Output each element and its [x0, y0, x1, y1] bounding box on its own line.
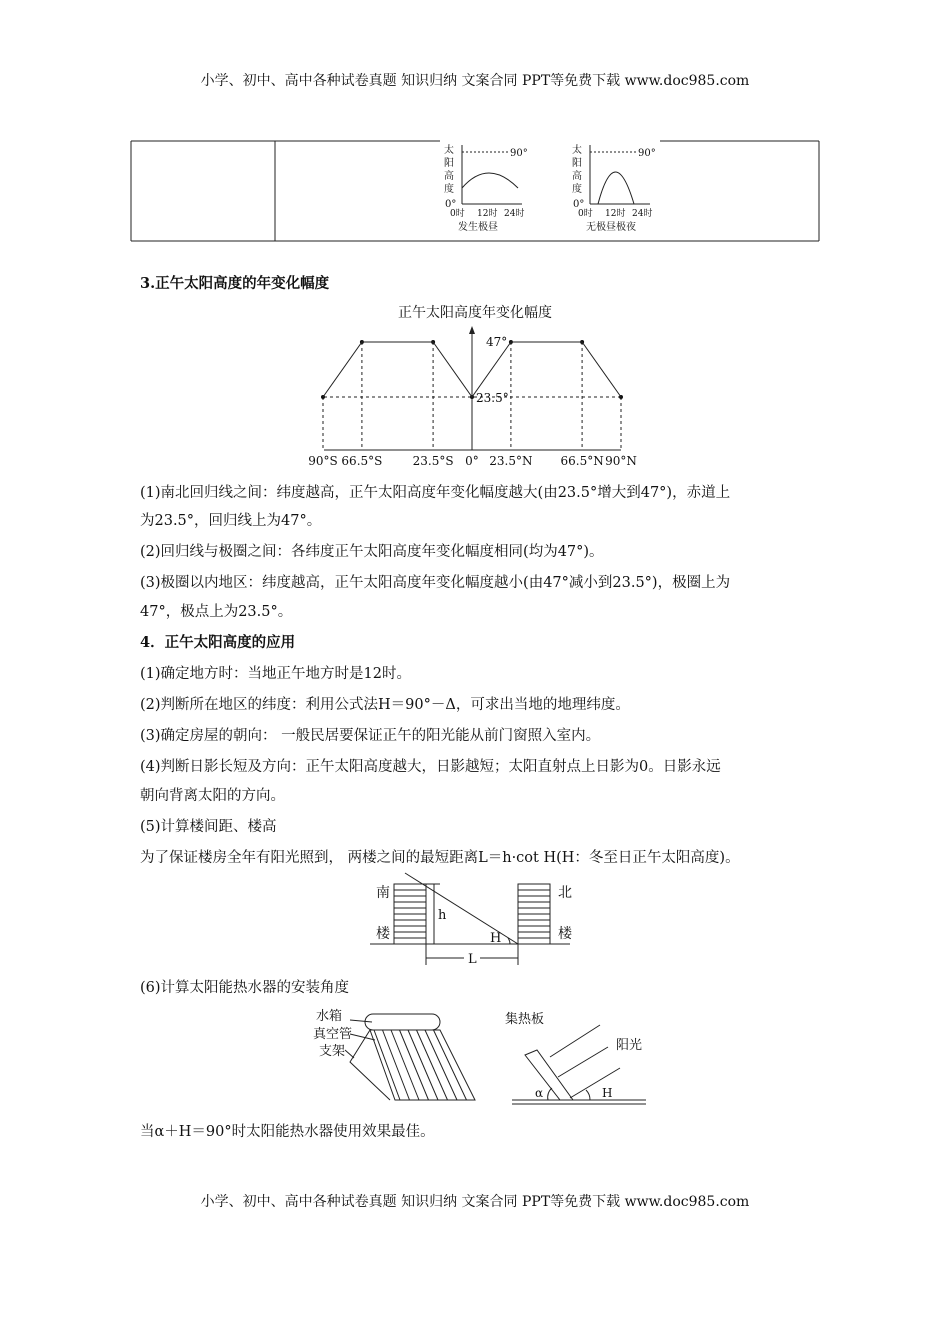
section3-heading: 3.正午太阳高度的年变化幅度 [140, 275, 330, 292]
page-footer: 小学、初中、高中各种试卷真题 知识归纳 文案合同 PPT等免费下载 www.doc985.com [200, 1194, 750, 1210]
vacuum-tube [408, 1030, 438, 1100]
x-tick: 0时 [450, 209, 465, 219]
s4-line: (2)判断所在地区的纬度：利用公式法H＝90°－Δ，可求出当地的地理纬度。 [140, 697, 630, 713]
x-tick: 0时 [578, 209, 593, 219]
no-polar-day-chart [572, 143, 656, 233]
top-label: 90° [638, 148, 656, 159]
s4-line: (3)确定房屋的朝向： 一般民居要保证正午的阳光能从前门窗照入室内。 [140, 728, 601, 744]
zero-label: 0° [573, 199, 585, 210]
s4-line: (4)判断日影长短及方向：正午太阳高度越大，日影越短；太阳直射点上日影为0。日影永远 [140, 759, 721, 775]
table-fragment [0, 0, 950, 250]
y-label-23.5: 23.5° [476, 391, 509, 405]
x-tick: 24时 [632, 209, 653, 219]
caption: 发生极昼 [458, 222, 498, 233]
y-label-char: 高 [572, 171, 582, 182]
x-tick-label: 23.5°N [489, 454, 533, 468]
s4-line: 为了保证楼房全年有阳光照到， 两楼之间的最短距离L＝h·cot H(H：冬至日正午太阳高度)。 [140, 850, 740, 866]
page-header: 小学、初中、高中各种试卷真题 知识归纳 文案合同 PPT等免费下载 www.doc985.com [200, 73, 750, 89]
x-tick-label: 0° [465, 454, 479, 468]
vacuum-tube [425, 1030, 457, 1100]
label-alpha: α [535, 1086, 544, 1100]
label-sunlight: 阳光 [616, 1038, 643, 1053]
label-building: 楼 [558, 926, 572, 942]
s3-line: 为23.5°，回归线上为47°。 [140, 513, 322, 529]
annual-range-chart [0, 295, 950, 475]
chart-title: 正午太阳高度年变化幅度 [398, 305, 552, 321]
label-H: H [602, 1086, 613, 1100]
label-building: 楼 [376, 926, 390, 942]
polar-day-chart [444, 143, 528, 233]
y-label-char: 太 [444, 145, 454, 156]
y-label-char: 度 [572, 184, 582, 195]
y-label-char: 阳 [572, 158, 582, 169]
label-tank: 水箱 [315, 1009, 342, 1024]
label-H: H [490, 931, 502, 946]
y-label-char: 高 [444, 171, 454, 182]
top-label: 90° [510, 148, 528, 159]
s4-line: (5)计算楼间距、楼高 [140, 819, 277, 835]
x-tick-label: 90°S [308, 454, 338, 468]
s3-line: (1)南北回归线之间：纬度越高，正午太阳高度年变化幅度越大(由23.5°增大到47°)，赤道上 [140, 485, 731, 501]
s4-line: 朝向背离太阳的方向。 [140, 788, 285, 804]
item6: (6)计算太阳能热水器的安装角度 [140, 980, 350, 996]
label-L: L [468, 952, 477, 967]
vacuum-tube [400, 1030, 429, 1100]
vacuum-tube [434, 1030, 467, 1100]
label-stand: 支架 [318, 1044, 345, 1059]
label-h: h [438, 908, 447, 923]
altitude-curve [462, 173, 518, 188]
s4-line: (1)确定地方时：当地正午地方时是12时。 [140, 666, 411, 682]
vacuum-tube [417, 1030, 448, 1100]
s3-line: (3)极圈以内地区：纬度越高，正午太阳高度年变化幅度越小(由47°减小到23.5°)，极圈上为 [140, 575, 731, 591]
x-tick-label: 66.5°S [341, 454, 383, 468]
y-label-47: 47° [486, 335, 508, 349]
x-tick: 24时 [504, 209, 525, 219]
building-spacing-diagram [360, 870, 590, 970]
caption: 无极昼极夜 [586, 222, 636, 233]
x-tick: 12时 [477, 209, 498, 219]
x-tick-label: 23.5°S [412, 454, 454, 468]
y-label-char: 阳 [444, 158, 454, 169]
s3-line: (2)回归线与极圈之间：各纬度正午太阳高度年变化幅度相同(均为47°)。 [140, 544, 604, 560]
conclusion: 当α＋H＝90°时太阳能热水器使用效果最佳。 [140, 1124, 435, 1140]
solar-heater-diagram [290, 1000, 670, 1110]
label-north: 北 [558, 885, 572, 901]
axis-arrow [469, 326, 475, 334]
x-tick-label: 66.5°N [560, 454, 604, 468]
y-label-char: 太 [572, 145, 582, 156]
section4-heading: 4．正午太阳高度的应用 [140, 634, 296, 651]
x-tick: 12时 [605, 209, 626, 219]
label-south: 南 [376, 885, 390, 901]
label-panel: 集热板 [505, 1012, 545, 1027]
y-label-char: 度 [444, 184, 454, 195]
x-tick-label: 90°N [605, 454, 637, 468]
s3-line: 47°，极点上为23.5°。 [140, 604, 293, 620]
altitude-curve [598, 172, 634, 204]
zero-label: 0° [445, 199, 457, 210]
label-tube: 真空管 [312, 1027, 352, 1042]
